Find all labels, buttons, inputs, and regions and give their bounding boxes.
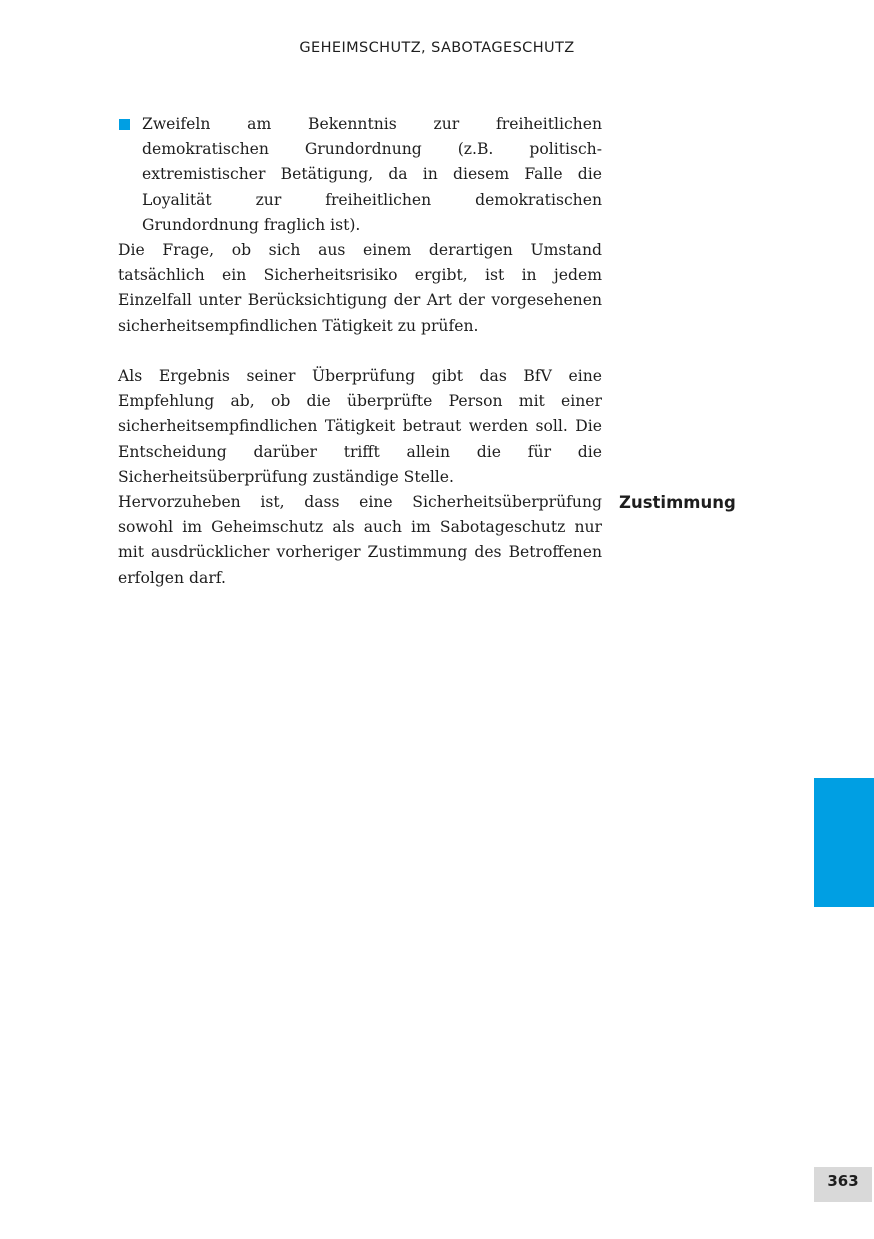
chapter-thumb-tab — [814, 778, 874, 907]
bullet-item-text: Zweifeln am Bekenntnis zur freiheitlichen demokratischen Grundordnung (z.B. politisch-extremistischer Betätigung, da in diesem Falle die Loyalität zur freiheitlichen demokratischen Grundordnung fraglich ist). — [142, 115, 602, 234]
bullet-item — [118, 112, 602, 238]
square-bullet-icon — [119, 119, 130, 130]
paragraph-security-risk: Die Frage, ob sich aus einem derartigen Umstand tatsächlich ein Sicherheitsrisiko ergibt, ist in jedem Einzelfall unter Berücksichtigung der Art der vorgesehenen sicherheitsempfindlichen Tätigkeit zu prüfen. — [118, 241, 602, 335]
paragraph-recommendation: Als Ergebnis seiner Überprüfung gibt das BfV eine Empfehlung ab, ob die überprüfte Person mit einer sicherheitsempfindlichen Tätigkeit betraut werden soll. Die Entscheidung darüber trifft allein die für die Sicherheitsüberprüfung zuständige Stelle. — [118, 367, 602, 486]
running-head: GEHEIMSCHUTZ, SABOTAGESCHUTZ — [299, 40, 575, 56]
page-number: 363 — [814, 1167, 872, 1202]
paragraph-consent: Hervorzuheben ist, dass eine Sicherheitsüberprüfung sowohl im Geheimschutz als auch im Sabotageschutz nur mit ausdrücklicher vorheriger Zustimmung des Betroffenen erfolgen darf. — [118, 493, 602, 587]
margin-note-consent: Zustimmung — [619, 493, 736, 512]
